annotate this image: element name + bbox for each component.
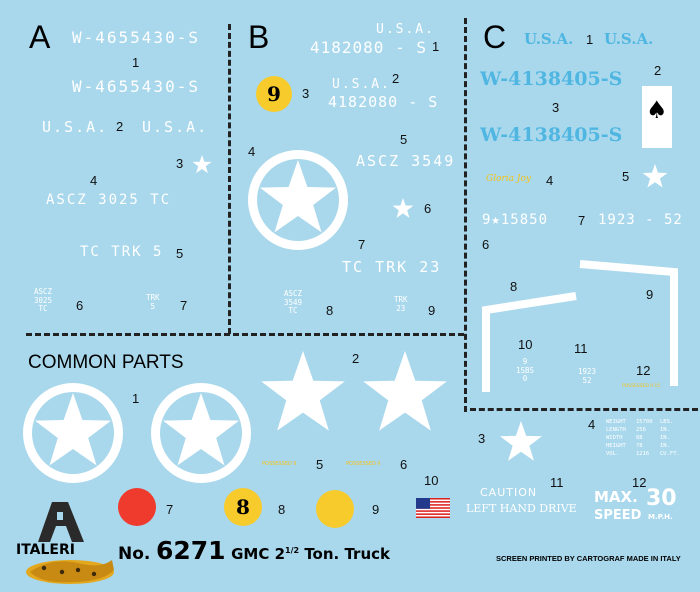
c-num-9: 9 [646,287,654,302]
common-number-badge: 8 [224,488,262,526]
section-a-label: A [29,19,51,55]
c-registration-2: W-4138405-S [480,124,623,146]
b-num-8: 8 [326,303,334,318]
a-tc-trk: TC TRK 5 [80,244,164,260]
section-b-label: B [248,19,270,55]
a-num-3: 3 [176,156,184,171]
a-star-icon [192,155,212,175]
speed-limit-number: 30 [646,486,677,511]
c-usa-left: U.S.A. [524,30,574,48]
section-c-label: C [483,19,507,55]
a-num-1: 1 [132,55,140,70]
spade-icon: ♠ [646,96,668,124]
c-serial: 9★15850 [482,212,549,228]
caution-text: CAUTION [480,486,538,499]
data-plate-row [606,450,680,458]
common-num-11: 11 [550,475,564,490]
model-fraction: 1/2 [285,546,300,555]
common-num-5: 5 [316,457,324,472]
b-number-badge: 9 [256,76,292,112]
c-num-5: 5 [622,169,630,184]
b-num-3: 3 [302,86,310,101]
b-star-icon [392,198,414,220]
b-num-2: 2 [392,71,400,86]
b-usa-1: U.S.A. [376,22,435,37]
a-num-7: 7 [180,298,188,313]
c-code: 1923 - 52 [598,212,683,228]
c-num-6: 6 [482,237,490,252]
common-large-star-2-icon [360,350,450,440]
plate-value: 256 [636,427,646,433]
c-num-7: 7 [578,213,586,228]
divider-bc [464,18,467,412]
common-num-3: 3 [478,431,486,446]
max-speed-sign [594,486,690,526]
common-num-7: 7 [166,502,174,517]
plate-label: WEIGHT [606,419,626,425]
c-num-12: 12 [636,363,651,378]
common-num-6: 6 [400,457,408,472]
plate-unit: LBS. [660,419,674,425]
a-num-6: 6 [76,298,84,313]
c-registration-1: W-4138405-S [480,68,623,90]
a-usa-left: U.S.A. [42,118,109,136]
c-spade-card [642,86,672,148]
data-plate-row [606,442,680,450]
speed-label: SPEED [594,508,642,523]
model-suffix: Ton. Truck [299,545,390,563]
common-yellow-text-2: POSSESSED II [346,461,381,467]
plate-value: 88 [636,435,643,441]
divider-common [26,333,464,336]
a-num-4: 4 [90,173,98,188]
c-num-3: 3 [552,100,560,115]
b-num-4: 4 [248,144,256,159]
common-num-2: 2 [352,351,360,366]
plate-label: VOL. [606,451,620,457]
b-num-6: 6 [424,201,432,216]
data-plate-row [606,426,680,434]
c-script-name: Gloria Joy [486,174,532,184]
c-num-11: 11 [574,341,588,356]
c-usa-right: U.S.A. [604,30,654,48]
kit-title [118,538,390,563]
divider-c-bottom [470,408,698,411]
plate-label: HEIGHT [606,443,626,449]
a-small-ascz: ASCZ 3025 TC [34,287,53,314]
common-num-8: 8 [278,502,286,517]
common-num-9: 9 [372,502,380,517]
b-registration-1: 4182080 - S [310,38,427,57]
plate-unit: IN. [660,435,670,441]
data-plate-row [606,434,680,442]
c-star-icon [642,164,668,190]
common-num-10: 10 [424,473,439,488]
data-plate-row [606,418,680,426]
c-num-4: 4 [546,173,554,188]
plate-unit: CU.FT. [660,451,680,457]
a-usa-right: U.S.A. [142,118,209,136]
divider-ab [228,24,231,334]
common-yellow-disc [316,490,354,528]
plate-unit: IN. [660,443,670,449]
b-num-1: 1 [432,39,440,54]
a-registration-2: W-4655430-S [72,77,200,96]
b-small-ascz: ASCZ 3549 TC [284,289,303,316]
a-num-5: 5 [176,246,184,261]
b-tc-trk: TC TRK 23 [342,258,442,276]
a-num-2: 2 [116,119,124,134]
common-roundel-1-icon [22,382,124,484]
c-num-1: 1 [586,32,594,47]
plate-value: 1216 [636,451,650,457]
data-plate [606,418,680,458]
c-bumper-right: 1923 52 [578,367,597,385]
c-num-10: 10 [518,337,533,352]
a-ascz: ASCZ 3025 TC [46,192,172,208]
b-num-9: 9 [428,303,436,318]
common-num-12: 12 [632,475,647,490]
plate-label: WIDTH [606,435,623,441]
mph-label: M.P.H. [648,513,673,521]
a-small-trk: TRK 5 [146,293,160,311]
a-registration-1: W-4655430-S [72,28,200,47]
c-bumper-left: 9 1SBS 0 [516,357,535,384]
b-roundel-star-icon [246,148,350,252]
plate-value: 78 [636,443,643,449]
common-large-star-1-icon [258,350,348,440]
model-prefix: GMC 2 [231,545,286,563]
common-parts-label: COMMON PARTS [28,352,184,373]
b-ascz: ASCZ 3549 [356,152,456,170]
italeri-logo-icon [12,498,120,588]
common-roundel-2-icon [150,382,252,484]
b-num-7: 7 [358,237,366,252]
b-small-trk: TRK 23 [394,295,408,313]
printer-credit: SCREEN PRINTED BY CARTOGRAF MADE IN ITALY [496,554,681,563]
c-num-2: 2 [654,63,662,78]
common-star-icon [498,420,544,466]
us-flag-icon [416,498,450,518]
left-hand-drive-text: LEFT HAND DRIVE [466,502,577,515]
model-name [231,545,390,563]
c-num-8: 8 [510,279,518,294]
plate-value: 15700 [636,419,653,425]
common-yellow-text-1: POSSESSED II [262,461,297,467]
c-small-yellow-text: POSSESSED II 15 [622,384,661,389]
plate-label: LENGTH [606,427,626,433]
b-usa-2: U.S.A. [332,77,391,92]
no-label: No. [118,544,151,564]
common-num-4: 4 [588,417,596,432]
svg-text:ITALERI: ITALERI [16,542,75,558]
plate-unit: IN. [660,427,670,433]
common-red-disc [118,488,156,526]
kit-number: 6271 [155,536,226,565]
b-registration-2: 4182080 - S [328,93,439,111]
common-num-1: 1 [132,391,140,406]
b-num-5: 5 [400,132,408,147]
max-label: MAX. [594,488,638,506]
